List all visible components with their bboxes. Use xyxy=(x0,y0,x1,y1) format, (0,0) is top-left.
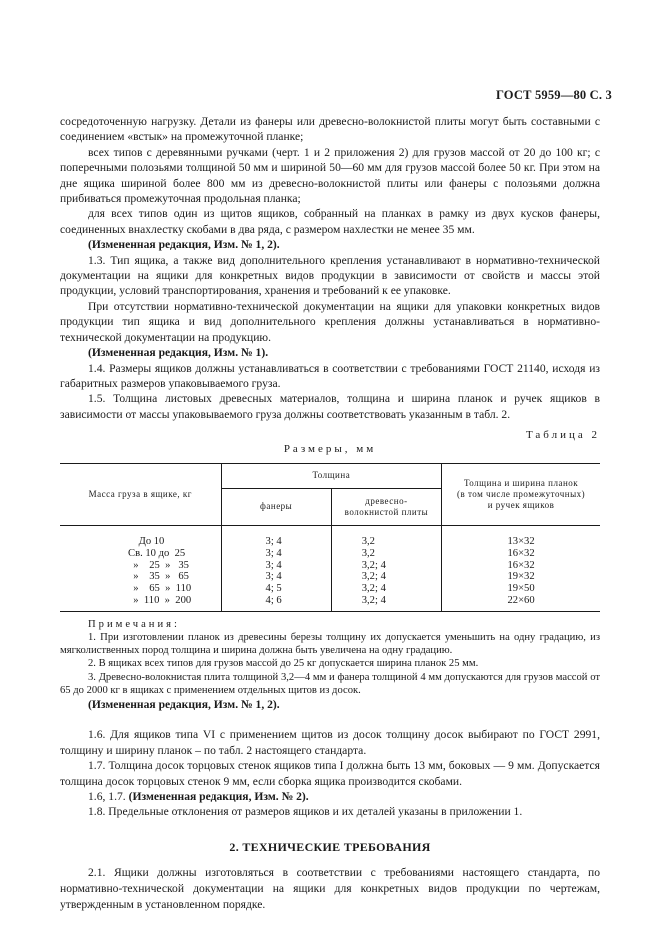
page-header: ГОСТ 5959—80 С. 3 xyxy=(495,88,612,102)
paragraph: всех типов с деревянными ручками (черт. 1 и 2 приложения 2) для грузов массой от 20 до 100 кг; с поперечными полозьями толщиной 50 мм и шириной 50—60 мм для грузов массой более 50 кг. При этом на дне ящика шириной более 800 мм из древесно-волокнистой плиты или фанеры с полозьями должна прибиваться промежуточная продольная планка; xyxy=(60,145,600,206)
clause-1-6: 1.6. Для ящиков типа VI с применением щитов из досок толщину досок выбирают по ГОСТ 2991, толщину и ширину планок – по табл. 2 настоящего стандарта. xyxy=(60,728,600,757)
clause-1-8: 1.8. Предельные отклонения от размеров ящиков и их деталей указаны в приложении 1. xyxy=(88,805,523,819)
col-header-plywood: фанеры xyxy=(221,488,331,525)
clause-1-4: 1.4. Размеры ящиков должны устанавливаться в соответствии с требованиями ГОСТ 21140, исходя из габаритных размеров упаковываемого груза. xyxy=(60,361,600,390)
cell-planks: 19×50 xyxy=(442,583,600,595)
cell-plywood: 3; 4 xyxy=(221,536,331,548)
cell-planks: 22×60 xyxy=(442,595,600,607)
section-title: 2. ТЕХНИЧЕСКИЕ ТРЕБОВАНИЯ xyxy=(229,839,431,854)
cell-mass: » 25 » 35 xyxy=(128,559,189,571)
cell-plywood: 3; 4 xyxy=(221,548,331,560)
table-row xyxy=(60,571,600,583)
amendment-note: (Измененная редакция, Изм. № 1, 2). xyxy=(88,697,280,711)
note-item: 2. В ящиках всех типов для грузов массой до 25 кг допускается ширина планок 25 мм. xyxy=(88,658,479,670)
col-header-mass: Масса груза в ящике, кг xyxy=(60,463,221,525)
cell-mass: » 35 » 65 xyxy=(128,571,189,583)
cell-mass: До 10 xyxy=(128,535,165,547)
cell-planks: 13×32 xyxy=(442,536,600,548)
table-row xyxy=(60,595,600,607)
paragraph: для всех типов один из щитов ящиков, собранный на планках в рамку из двух кусков фанеры, соединенных внахлестку скобами в два ряда, с размером нахлестки не менее 35 мм. xyxy=(60,207,600,236)
table-2 xyxy=(60,463,600,612)
cell-fiberboard: 3,2; 4 xyxy=(331,571,441,583)
col-header-thickness: Толщина xyxy=(221,463,442,488)
clause-1-6-1-7-amendment xyxy=(60,789,600,804)
table-row xyxy=(60,548,600,560)
paragraph: сосредоточенную нагрузку. Детали из фанеры или древесно-волокнистой плиты могут быть составными с соединением «встык» на промежуточной планке; xyxy=(60,115,600,144)
cell-fiberboard: 3,2; 4 xyxy=(331,595,441,607)
clause-prefix: 1.6, 1.7. xyxy=(88,789,126,803)
clause-1-5: 1.5. Толщина листовых древесных материалов, толщина и ширина планок и ручек ящиков в зависимости от массы упаковываемого груза должны соответствовать указанным в табл. 2. xyxy=(60,392,600,421)
clause-1-3-continued: При отсутствии нормативно-технической документации на ящики для упаковки конкретных видов продукции тип ящика и вид дополнительного крепления должны устанавливаться в нормативно-технической документации на продукцию. xyxy=(60,299,600,344)
table-row xyxy=(60,536,600,548)
col-header-planks: Толщина и ширина планок (в том числе промежуточных) и ручек ящиков xyxy=(442,463,600,525)
table-units: Размеры, мм xyxy=(283,442,377,455)
cell-fiberboard: 3,2; 4 xyxy=(331,583,441,595)
cell-fiberboard: 3,2; 4 xyxy=(331,560,441,572)
col-header-fiberboard: древесно- волокнистой плиты xyxy=(331,488,441,525)
notes-title: Примечания: xyxy=(88,618,180,630)
amendment-note: (Измененная редакция, Изм. № 2). xyxy=(128,789,309,803)
amendment-note: (Измененная редакция, Изм. № 1, 2). xyxy=(88,238,280,252)
note-item: 1. При изготовлении планок из древесины березы толщину их допускается уменьшить на одну градацию, из мягколиственных пород толщина и ширина должна быть увеличена на одну градацию. xyxy=(60,631,600,657)
document-body xyxy=(60,114,600,913)
amendment-note: (Измененная редакция, Изм. № 1). xyxy=(88,346,269,360)
cell-plywood: 4; 5 xyxy=(221,583,331,595)
cell-mass: Св. 10 до 25 xyxy=(128,547,186,559)
cell-mass: » 65 » 110 xyxy=(128,583,192,595)
table-row xyxy=(60,583,600,595)
note-item: 3. Древесно-волокнистая плита толщиной 3,2—4 мм и фанера толщиной 4 мм допускаются для грузов массой от 65 до 2000 кг в ящиках с применением отдельных щитов из досок. xyxy=(60,671,600,696)
clause-1-3: 1.3. Тип ящика, а также вид дополнительного крепления устанавливают в нормативно-технической документации на ящики для конкретных видов продукции в зависимости от свойств и массы этой продукции, условий транспортирования, хранения и требований к ее упаковке. xyxy=(60,253,600,298)
cell-planks: 19×32 xyxy=(442,571,600,583)
cell-mass: » 110 » 200 xyxy=(128,594,192,606)
table-notes xyxy=(60,618,600,697)
table-label: Таблица 2 xyxy=(525,429,600,442)
clause-2-1: 2.1. Ящики должны изготовляться в соответствии с требованиями настоящего стандарта, по нормативно-технической документации на ящики для конкретных видов продукции по чертежам, утвержденным в установленном порядке. xyxy=(60,866,600,912)
clause-1-7: 1.7. Толщина досок торцовых стенок ящиков типа I должна быть 13 мм, боковых — 9 мм. Допускается толщина досок торцовых стенок 9 мм, если сборка ящика производится скобами. xyxy=(60,759,600,788)
cell-planks: 16×32 xyxy=(442,560,600,572)
cell-fiberboard: 3,2 xyxy=(331,536,441,548)
cell-planks: 16×32 xyxy=(442,548,600,560)
table-row xyxy=(60,560,600,572)
cell-fiberboard: 3,2 xyxy=(331,548,441,560)
cell-plywood: 3; 4 xyxy=(221,560,331,572)
cell-plywood: 4; 6 xyxy=(221,595,331,607)
cell-plywood: 3; 4 xyxy=(221,571,331,583)
